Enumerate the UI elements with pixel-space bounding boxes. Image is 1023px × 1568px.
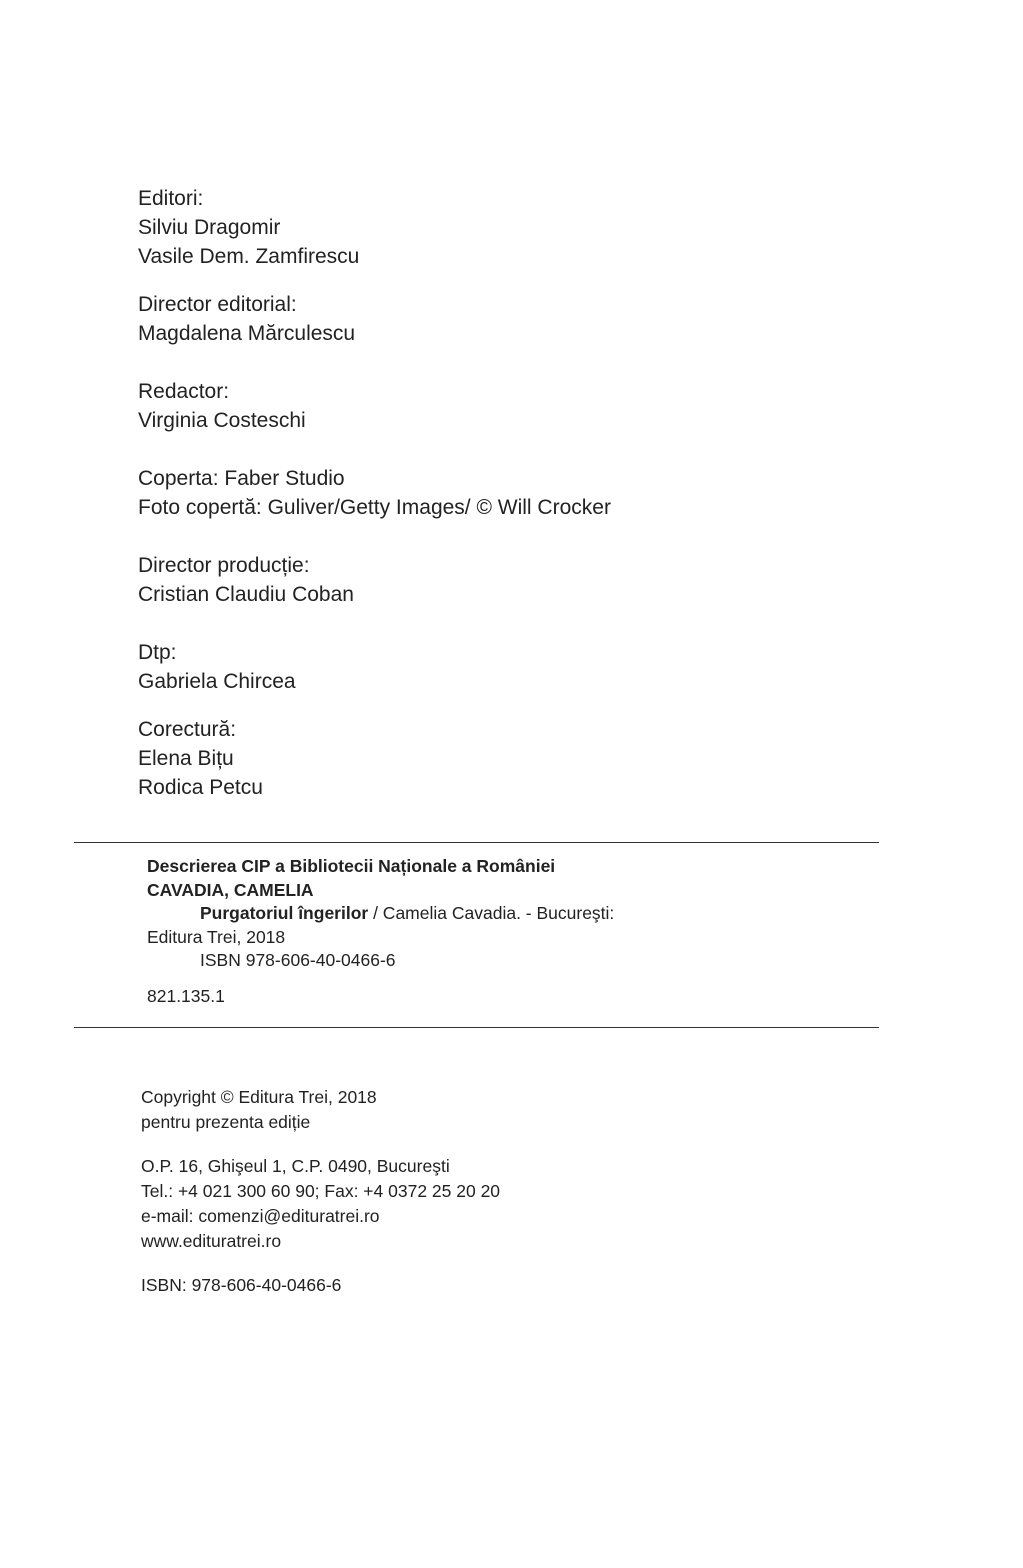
credits-section: [138, 184, 898, 802]
copyright-line: Copyright © Editura Trei, 2018: [141, 1087, 377, 1107]
cover-block: [138, 464, 898, 522]
cip-title-line: [147, 902, 867, 926]
cip-isbn: ISBN 978-606-40-0466-6: [200, 950, 396, 970]
publisher-address: O.P. 16, Ghişeul 1, C.P. 0490, Bucureşti: [141, 1156, 450, 1176]
proofreading-label: Corectură:: [138, 718, 237, 741]
proofreading-block: [138, 715, 898, 802]
editor-name: Silviu Dragomir: [138, 216, 281, 239]
editors-label: Editori:: [138, 187, 204, 210]
cip-bottom-divider: [74, 1027, 879, 1028]
production-director-block: [138, 551, 898, 609]
cip-title-rest: / Camelia Cavadia. - Bucureşti:: [368, 903, 615, 923]
proofreader-name: Rodica Petcu: [138, 776, 263, 799]
production-director-label: Director producție:: [138, 554, 310, 577]
publisher-email: e-mail: comenzi@edituratrei.ro: [141, 1206, 380, 1226]
publisher-phone: Tel.: +4 021 300 60 90; Fax: +4 0372 25 20 20: [141, 1181, 501, 1201]
production-director-name: Cristian Claudiu Coban: [138, 583, 354, 606]
cip-author: CAVADIA, CAMELIA: [147, 879, 314, 900]
redactor-label: Redactor:: [138, 380, 230, 403]
editor-name: Vasile Dem. Zamfirescu: [138, 245, 360, 268]
editorial-director-label: Director editorial:: [138, 293, 297, 316]
cip-classification: 821.135.1: [147, 985, 225, 1006]
cover-photo-credit: Foto copertă: Guliver/Getty Images/ © Will Crocker: [138, 496, 611, 519]
editorial-director-name: Magdalena Mărculescu: [138, 322, 356, 345]
book-isbn: ISBN: 978-606-40-0466-6: [141, 1275, 342, 1295]
dtp-name: Gabriela Chircea: [138, 670, 296, 693]
cip-heading: Descrierea CIP a Bibliotecii Naționale a României: [147, 856, 556, 876]
dtp-block: [138, 638, 898, 696]
editors-block: [138, 184, 898, 271]
redactor-name: Virginia Costeschi: [138, 409, 306, 432]
editor-block: [138, 377, 898, 435]
cip-top-divider: [74, 842, 879, 843]
cip-publisher: Editura Trei, 2018: [147, 926, 286, 947]
cover-credit: Coperta: Faber Studio: [138, 467, 345, 490]
dtp-label: Dtp:: [138, 641, 177, 664]
editorial-director-block: [138, 290, 898, 348]
publisher-website: www.edituratrei.ro: [141, 1231, 282, 1251]
edition-note: pentru prezenta ediție: [141, 1112, 311, 1132]
cip-record: [147, 855, 867, 1008]
cip-title: Purgatoriul îngerilor: [200, 903, 369, 923]
proofreader-name: Elena Bițu: [138, 747, 234, 770]
copyright-section: [141, 1085, 861, 1298]
